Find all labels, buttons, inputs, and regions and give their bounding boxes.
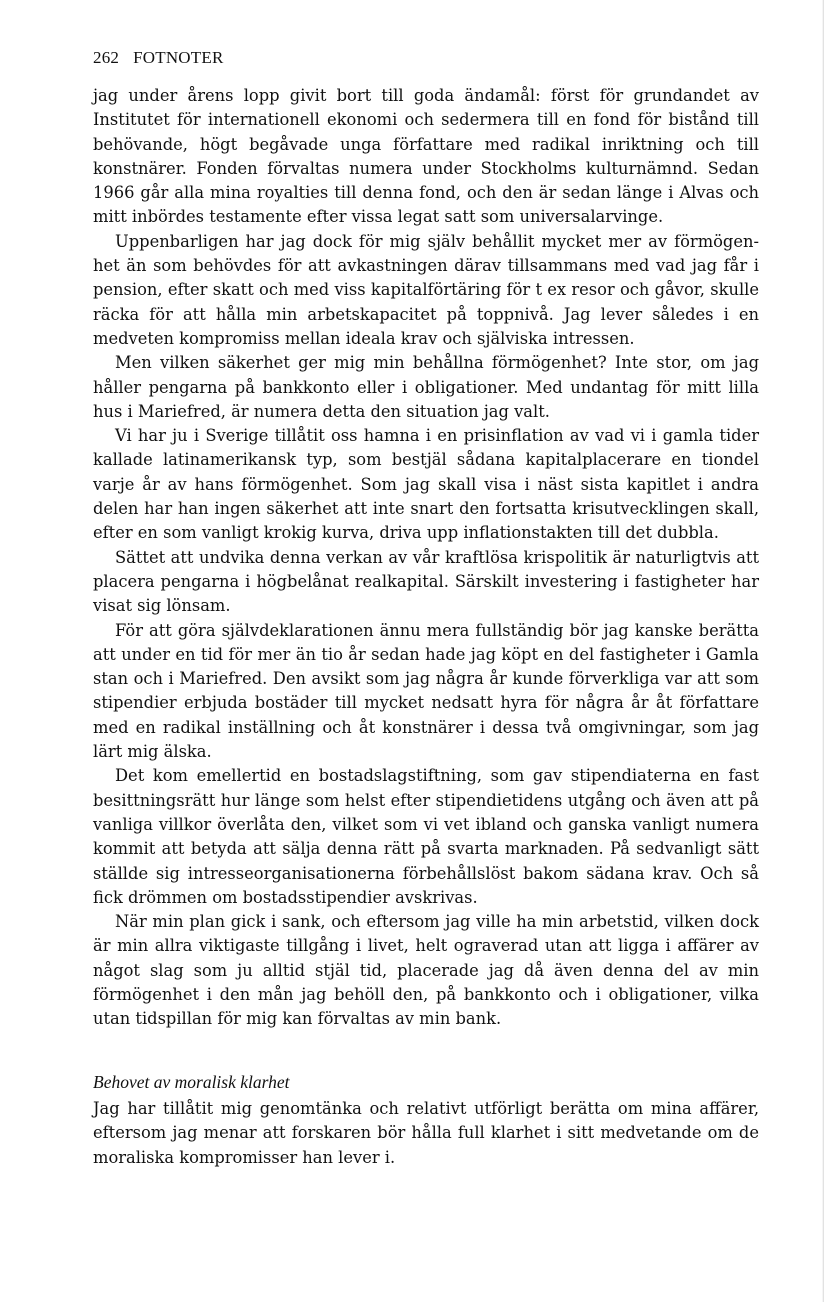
paragraph-7: Det kom emellertid en bostadslagstiftning, som gav stipendiaterna en fast besittningsrätt hur länge som helst efter stipendietidens utgång och även att på vanliga villkor överlåta den, vilket som vi vet ibland och ganska vanligt numera kommit att betyda att sälja denna rätt på svarta marknaden. På sedvanligt sätt ställde sig intresseorganisationerna förbehållslöst bakom sädana krav. Och så fick drömmen om bostadsstipendier avskrivas. — [93, 766, 759, 907]
paragraph-2: Uppenbarligen har jag dock för mig själv behållit mycket mer av förmögenhet än som behövdes för att avkastningen därav tillsammans med vad jag får i pension, efter skatt och med viss kapitalförtäring för t ex resor och gåvor, skulle räcka för att hålla min arbetskapacitet på toppnivå. Jag lever således i en medveten kompromiss mellan ideala krav och själviska intressen. — [93, 231, 759, 348]
paragraph-5: Sättet att undvika denna verkan av vår kraftlösa krispolitik är naturligtvis att placera pengarna i högbelånat realkapital. Särskilt investering i fastigheter har visat sig lönsam. — [93, 547, 759, 616]
running-header — [93, 48, 224, 68]
paragraph-8: När min plan gick i sank, och eftersom jag ville ha min arbetstid, vilken dock är min allra viktigaste tillgång i livet, helt ograverad utan att ligga i affärer av något slag som ju alltid stjäl tid, placerade jag då även denna del av min förmögenhet i den mån jag behöll den, på bankkonto och i obligationer, vilka utan tidspillan för mig kan förvaltas av min bank. — [93, 912, 759, 1029]
page-number: 262 — [93, 48, 120, 67]
main-text — [93, 84, 759, 1032]
paragraph-3: Men vilken säkerhet ger mig min behållna förmögenhet? Inte stor, om jag håller pengarna på bankkonto eller i obligationer. Med undantag för mitt lilla hus i Mariefred, är numera detta den situation jag valt. — [93, 353, 759, 421]
paragraph-1: jag under årens lopp givit bort till goda ändamål: först för grundandet av Institutet för internationell ekonomi och sedermera till en fond för bistånd till behövande, högt begåvade unga författare med radikal inriktning och till konstnärer. Fonden förvaltas numera under Stockholms kulturnämnd. Sedan 1966 går alla mina royalties till denna fond, och den är sedan länge i Alvas och mitt inbördes testamente efter vissa legat satt som universalarvinge. — [93, 86, 759, 227]
paragraph-6: För att göra självdeklarationen ännu mera fullständig bör jag kanske berätta att under en tid för mer än tio år sedan hade jag köpt en del fastigheter i Gamla stan och i Mariefred. Den avsikt som jag några år kunde förverkliga var att som stipendier erbjuda bostäder till mycket nedsatt hyra för några år åt författare med en radikal inställning och åt konstnärer i dessa två omgivningar, som jag lärt mig älska. — [93, 620, 759, 762]
section-heading: Behovet av moralisk klarhet — [93, 1072, 290, 1092]
chapter-title: FOTNOTER — [133, 48, 224, 67]
section-paragraph: Jag har tillåtit mig genomtänka och relativt utförligt berätta om mina affärer, eftersom jag menar att forskaren bör hålla full klarhet i sitt medvetande om de moraliska kompromisser han lever i. — [93, 1099, 759, 1167]
section-text — [93, 1097, 759, 1170]
paragraph-4: Vi har ju i Sverige tillåtit oss hamna i en prisinflation av vad vi i gamla tider kallade latinamerikansk typ, som bestjäl sådana kapitalplacerare en tiondel varje år av hans förmögenhet. Som jag skall visa i näst sista kapitlet i andra delen har han ingen säkerhet att inte snart den fortsatta krisutvecklingen skall, efter en som vanligt krokig kurva, driva upp inflationstakten till det dubbla. — [93, 426, 759, 543]
